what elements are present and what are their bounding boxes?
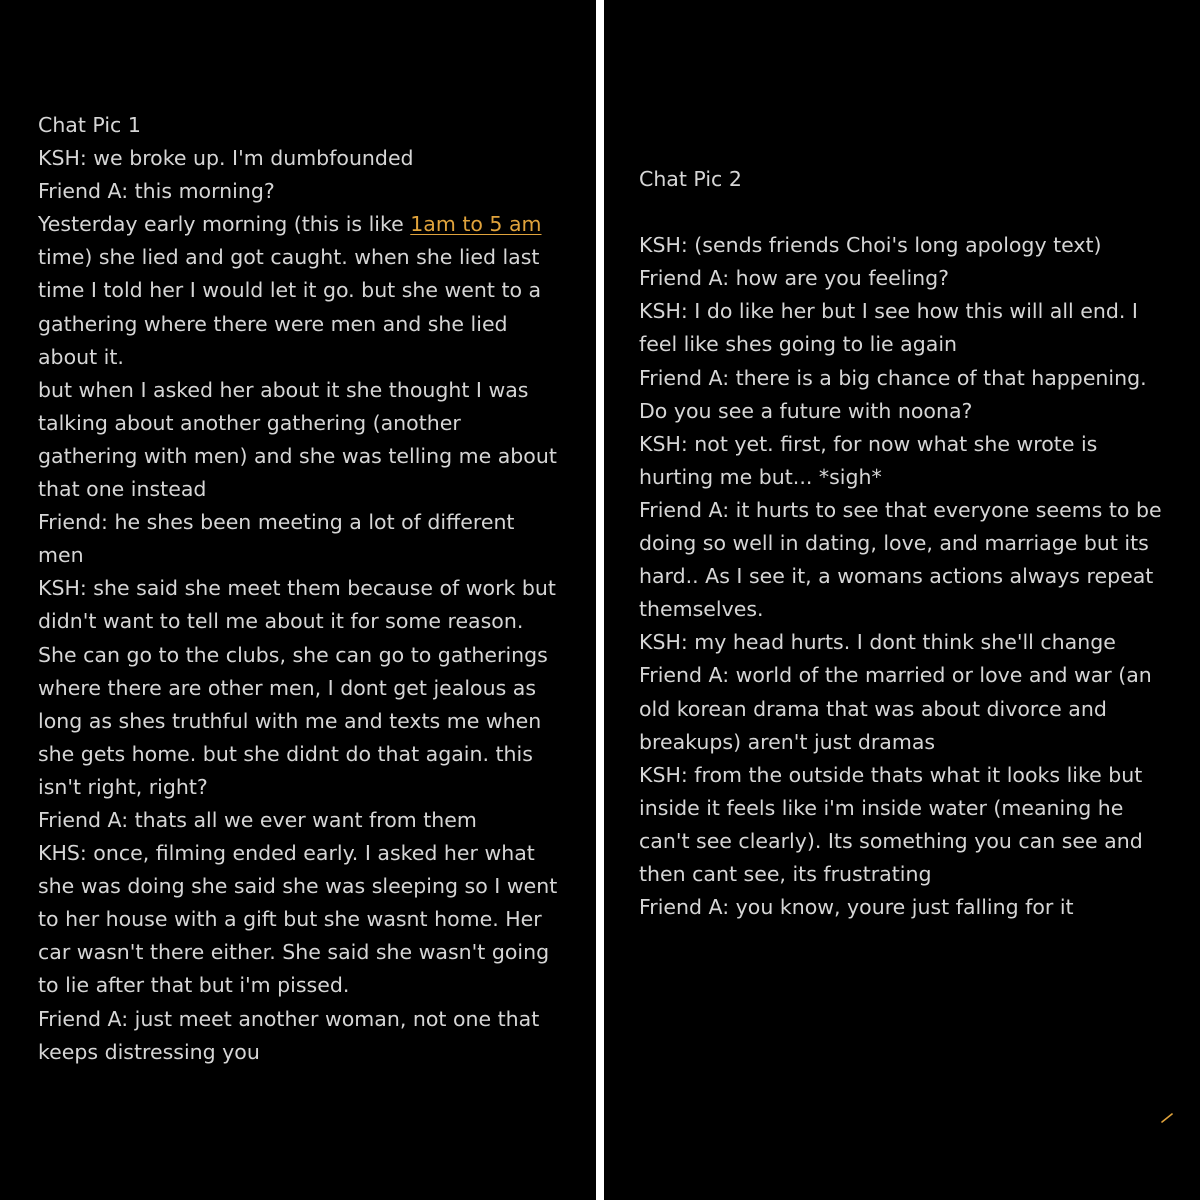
chat-line: Friend: he shes been meeting a lot of different men: [38, 510, 515, 568]
chat-line: KSH: my head hurts. I dont think she'll change: [639, 630, 1116, 655]
time-link[interactable]: 1am to 5 am: [410, 212, 542, 237]
chat-line: She can go to the clubs, she can go to gatherings where there are other men, I dont get jealous as long as shes truthful with me and texts me when she gets home. but she didnt do that again. this isn't right, right?: [38, 642, 548, 799]
chat-line-text: Yesterday early morning (this is like: [38, 212, 411, 237]
chat-line: but when I asked her about it she thought I was talking about another gathering (another gathering with men) and she was telling me about that one instead: [38, 377, 557, 502]
chat-line: Friend A: how are you feeling?: [639, 266, 950, 291]
note-body-2[interactable]: [639, 163, 1175, 924]
chat-line: KSH: she said she meet them because of work but didn't want to tell me about it for some reason.: [38, 576, 556, 634]
chat-line: KHS: once, filming ended early. I asked her what she was doing she said she was sleeping so I went to her house with a gift but she wasnt home. Her car wasn't there either. She said she wasn't going to lie after that but i'm pissed.: [38, 841, 558, 998]
chat-line-text: time) she lied and got caught. when she lied last time I told her I would let it go. but she went to a gathering where there were men and she lied about it.: [38, 245, 542, 369]
chat-line: Friend A: thats all we ever want from them: [38, 807, 477, 832]
blank-line: [639, 196, 1175, 229]
note-title: Chat Pic 2: [639, 167, 742, 191]
note-body-1[interactable]: [38, 109, 566, 1069]
chat-line: KSH: from the outside thats what it looks like but inside it feels like i'm inside water (meaning he can't see clearly). Its something you can see and then cant see, its frustrating: [639, 762, 1143, 886]
chat-line: [38, 208, 566, 373]
chat-line: Friend A: this morning?: [38, 179, 275, 204]
chat-line: KSH: we broke up. I'm dumbfounded: [38, 146, 414, 171]
chat-line: KSH: not yet. first, for now what she wrote is hurting me but... *sigh*: [639, 431, 1098, 489]
note-title: Chat Pic 1: [38, 113, 141, 137]
chat-line: KSH: I do like her but I see how this will all end. I feel like shes going to lie again: [639, 299, 1138, 357]
cursor-handle-icon: [1160, 1110, 1176, 1126]
chat-line: Friend A: you know, youre just falling for it: [639, 895, 1074, 920]
chat-line: Friend A: there is a big chance of that happening. Do you see a future with noona?: [639, 365, 1147, 423]
note-panel-2: [604, 0, 1200, 1200]
chat-line: Friend A: just meet another woman, not one that keeps distressing you: [38, 1006, 540, 1064]
note-panel-1: [0, 0, 596, 1200]
chat-line: Friend A: world of the married or love and war (an old korean drama that was about divorce and breakups) aren't just dramas: [639, 663, 1152, 754]
chat-line: Friend A: it hurts to see that everyone seems to be doing so well in dating, love, and marriage but its hard.. As I see it, a womans actions always repeat themselves.: [639, 497, 1162, 622]
chat-line: KSH: (sends friends Choi's long apology text): [639, 233, 1102, 258]
